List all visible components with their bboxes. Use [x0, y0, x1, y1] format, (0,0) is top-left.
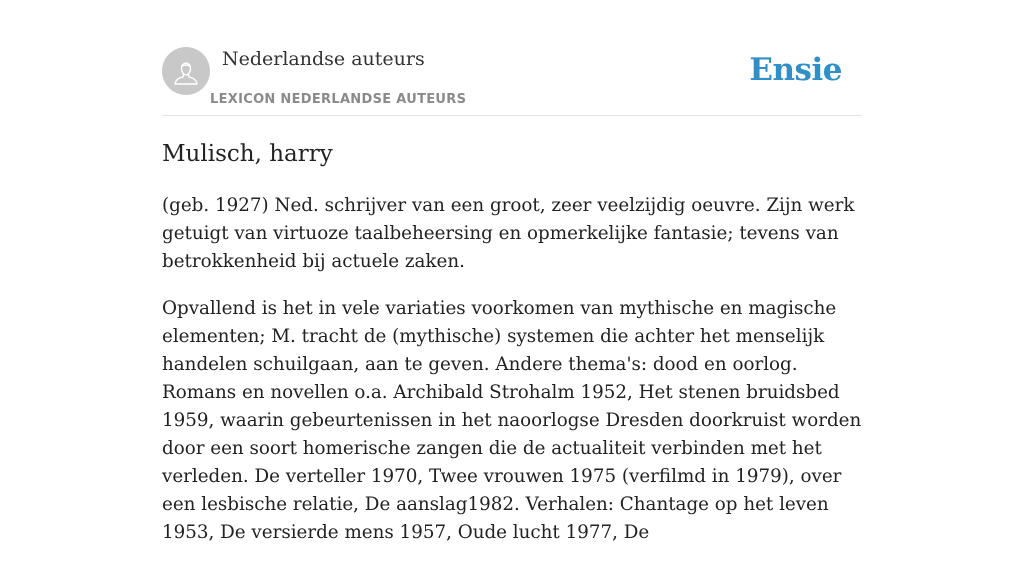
brand-logo[interactable]: Ensie: [749, 52, 842, 88]
user-silhouette-icon: [162, 47, 210, 95]
author-name[interactable]: Nederlandse auteurs: [222, 48, 425, 70]
article-paragraph: Opvallend is het in vele variaties voorkomen van mythische en magische elementen; M. tracht de (mythische) systemen die achter het menselijk handelen schuilgaan, aan te geven. Andere thema's: dood en oorlog. Romans en novellen o.a. Archibald Strohalm 1952, Het stenen bruidsbed 1959, waarin gebeurtenissen in het naoorlogse Dresden doorkruist worden door een soort homerische zangen die de actualiteit verbinden met het verleden. De verteller 1970, Twee vrouwen 1975 (verfilmd in 1979), over een lesbische relatie, De aanslag1982. Verhalen: Chantage op het leven 1953, De versierde mens 1957, Oude lucht 1977, De: [162, 298, 862, 543]
avatar[interactable]: [162, 47, 210, 95]
collection-label[interactable]: LEXICON NEDERLANDSE AUTEURS: [210, 92, 467, 107]
article-title: Mulisch, harry: [162, 141, 333, 167]
article-body: [162, 192, 864, 566]
header: [162, 47, 862, 116]
article-paragraph: (geb. 1927) Ned. schrijver van een groot, zeer veelzijdig oeuvre. Zijn werk getuigt van virtuoze taalbeheersing en opmerkelijke fantasie; tevens van betrokkenheid bij actuele zaken.: [162, 195, 855, 272]
